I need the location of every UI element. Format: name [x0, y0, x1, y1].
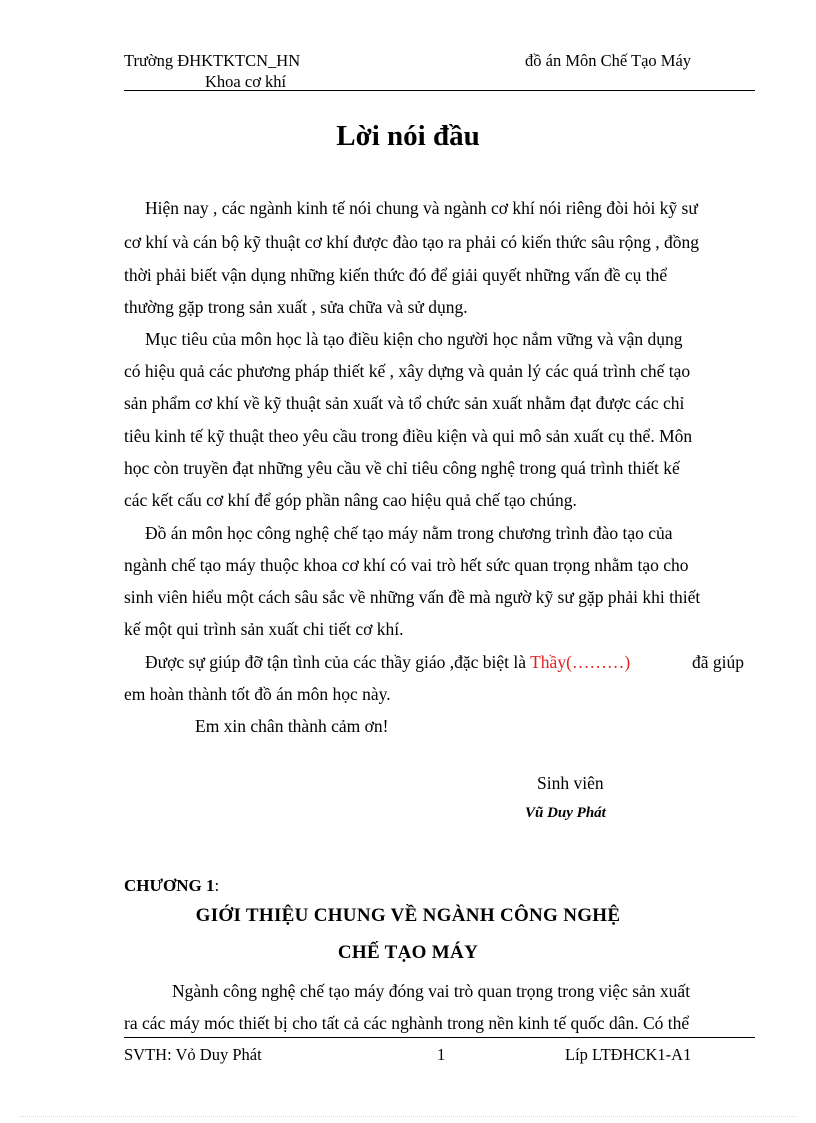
- header-project: đồ án Môn Chế Tạo Máy: [525, 51, 692, 70]
- paragraph-1-line: thời phải biết vận dụng những kiến thức đó để giải quyết những vấn đề cụ thể: [124, 265, 668, 285]
- paragraph-2-line: sản phẩm cơ khí về kỹ thuật sản xuất và tổ chức sản xuất nhằm đạt được các chỉ: [124, 393, 685, 413]
- signature-role: Sinh viên: [537, 773, 604, 793]
- footer-page-number: 1: [437, 1045, 446, 1064]
- paragraph-3-line: sinh viên hiểu một cách sâu sắc về những vấn đề mà ngườ kỹ sư gặp phải khi thiết: [124, 587, 701, 607]
- chapter-colon: :: [214, 876, 220, 895]
- paragraph-1-line: cơ khí và cán bộ kỹ thuật cơ khí được đào tạo ra phải có kiến thức sâu rộng , đồng: [124, 232, 699, 252]
- teacher-name: Thầy(………): [530, 652, 631, 672]
- signature-name: Vũ Duy Phát: [525, 805, 606, 821]
- acknowledgement-text: Được sự giúp đỡ tận tình của các thầy giáo ,đặc biệt là: [145, 652, 531, 672]
- header-rule: [124, 90, 755, 91]
- page-title: Lời nói đầu: [336, 120, 480, 152]
- paragraph-2-line: có hiệu quả các phương pháp thiết kế , xây dựng và quản lý các quá trình chế tạo: [124, 361, 691, 381]
- chapter-heading-cont: CHẾ TẠO MÁY: [337, 942, 479, 963]
- paragraph-2-line: các kết cấu cơ khí để góp phần nâng cao hiệu quả chế tạo chúng.: [124, 490, 577, 510]
- paragraph-1-line: Hiện nay , các ngành kinh tế nói chung và ngành cơ khí nói riêng đòi hỏi kỹ sư: [145, 198, 698, 218]
- footer-class: Líp LTĐHCK1-A1: [565, 1045, 692, 1064]
- chapter-label: [124, 876, 219, 896]
- paragraph-2-line: học còn truyền đạt những yêu cầu về chỉ tiêu công nghệ trong quá trình thiết kế: [124, 458, 680, 478]
- header-school: Trường ĐHKTKTCN_HN: [124, 51, 301, 70]
- chapter-number: CHƯƠNG 1: [124, 876, 215, 895]
- paragraph-3-line: ngành chế tạo máy thuộc khoa cơ khí có vai trò hết sức quan trọng nhằm tạo cho: [124, 555, 689, 575]
- footer-student: SVTH: Vỏ Duy Phát: [124, 1045, 262, 1064]
- paragraph-1-line: thường gặp trong sản xuất , sửa chữa và sử dụng.: [124, 297, 468, 317]
- header-faculty: Khoa cơ khí: [205, 72, 287, 91]
- paragraph-4-line-end: đã giúp: [692, 652, 745, 672]
- thanks-line: Em xin chân thành cảm ơn!: [195, 716, 389, 736]
- paragraph-4-line: [145, 652, 630, 673]
- paragraph-3-line: kế một qui trình sản xuất chi tiết cơ khí.: [124, 619, 404, 639]
- paragraph-2-line: Mục tiêu của môn học là tạo điều kiện cho người học nắm vững và vận dụng: [145, 329, 683, 349]
- page-bottom-dotted-line: [20, 1116, 796, 1117]
- paragraph-2-line: tiêu kinh tế kỹ thuật theo yêu cầu trong điều kiện và qui mô sản xuất cụ thể. Môn: [124, 426, 693, 446]
- paragraph-4-line: em hoàn thành tốt đồ án môn học này.: [124, 684, 391, 704]
- chapter-heading: GIỚI THIỆU CHUNG VỀ NGÀNH CÔNG NGHỆ: [195, 905, 621, 926]
- chapter-body-line: ra các máy móc thiết bị cho tất cả các nghành trong nền kinh tế quốc dân. Có thể: [124, 1013, 690, 1033]
- paragraph-3-line: Đồ án môn học công nghệ chế tạo máy nằm trong chương trình đào tạo của: [145, 523, 673, 543]
- footer-rule: [124, 1037, 755, 1038]
- chapter-body-line: Ngành công nghệ chế tạo máy đóng vai trò quan trọng trong việc sản xuất: [172, 981, 691, 1001]
